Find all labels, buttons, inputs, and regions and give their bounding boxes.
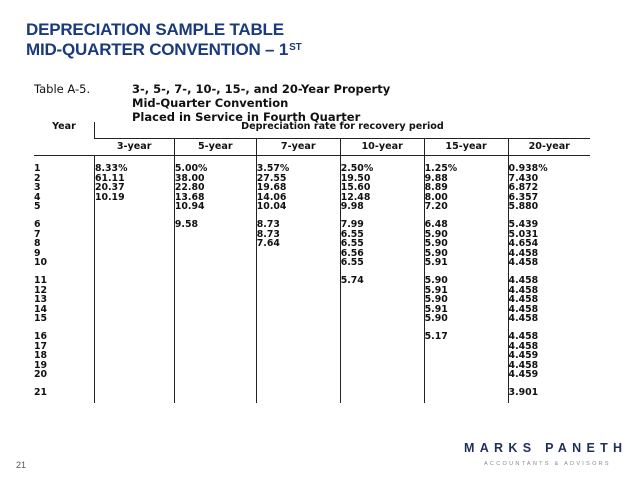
page-number: 21 xyxy=(16,460,27,470)
table-caption-line-1: 3-, 5-, 7-, 10-, 15-, and 20-Year Property xyxy=(132,82,391,96)
brand-tagline: ACCOUNTANTS & ADVISORS xyxy=(484,461,611,467)
year-value: 15 xyxy=(34,313,48,325)
rate-value: 4.458 xyxy=(508,303,539,315)
year-cell xyxy=(34,220,94,268)
rate-value: 10.94 xyxy=(174,201,205,213)
rate-value: 5.91 xyxy=(424,284,448,296)
group-spacer xyxy=(34,268,590,276)
rate-value: 22.80 xyxy=(174,182,205,194)
rate-value: 12.48 xyxy=(340,191,371,203)
table-body xyxy=(34,156,590,404)
group-spacer xyxy=(34,380,590,388)
column-header-3-year: 3-year xyxy=(94,139,174,156)
depreciation-table xyxy=(34,122,590,403)
rate-value: 4.459 xyxy=(508,350,539,362)
rate-value: 5.74 xyxy=(340,274,364,286)
rate-cell-5-year xyxy=(174,388,256,404)
spacer-cell xyxy=(174,324,256,332)
rate-value: 4.654 xyxy=(508,238,539,250)
rate-value: 5.90 xyxy=(424,313,448,325)
column-header-7-year: 7-year xyxy=(256,139,340,156)
rate-value: 4.458 xyxy=(508,313,539,325)
year-cell xyxy=(34,156,94,212)
rate-value: 5.90 xyxy=(424,274,448,286)
spacer-cell xyxy=(256,324,340,332)
year-value: 20 xyxy=(34,369,48,381)
rate-value: 7.430 xyxy=(508,172,539,184)
rate-cell-3-year xyxy=(94,276,174,324)
spacer-cell xyxy=(94,268,174,276)
rate-cell-3-year xyxy=(94,220,174,268)
rate-value: 19.50 xyxy=(340,172,371,184)
rate-value: 6.55 xyxy=(340,238,364,250)
rate-cell-7-year xyxy=(256,220,340,268)
spacer-cell xyxy=(34,212,94,220)
year-value: 17 xyxy=(34,340,48,352)
year-value: 13 xyxy=(34,294,48,306)
table-row-group xyxy=(34,388,590,404)
rate-cell-3-year xyxy=(94,388,174,404)
rate-value: 6.872 xyxy=(508,182,539,194)
rate-cell-20-year xyxy=(508,332,590,380)
column-header-5-year: 5-year xyxy=(174,139,256,156)
year-value: 1 xyxy=(34,163,41,174)
brand-logo-text: MARKS PANETH xyxy=(464,441,628,455)
year-value: 16 xyxy=(34,330,48,342)
year-value: 6 xyxy=(34,218,41,230)
table-caption-lines xyxy=(132,82,390,124)
slide-title-line1: DEPRECIATION SAMPLE TABLE xyxy=(26,20,284,39)
rate-cell-10-year xyxy=(340,388,424,404)
rate-value: 19.68 xyxy=(256,182,287,194)
rate-value: 5.90 xyxy=(424,238,448,250)
rate-value: 9.88 xyxy=(424,172,448,184)
table-row-group xyxy=(34,156,590,212)
slide-title-line2 xyxy=(26,40,301,60)
rate-value: 1.25% xyxy=(424,163,458,174)
rate-value: 4.458 xyxy=(508,294,539,306)
year-cell xyxy=(34,332,94,380)
year-value: 2 xyxy=(34,172,41,184)
rate-value: 20.37 xyxy=(94,182,125,194)
rate-value: 5.91 xyxy=(424,303,448,315)
column-header-row xyxy=(34,139,590,156)
rate-cell-5-year xyxy=(174,156,256,212)
year-value: 3 xyxy=(34,182,41,194)
spacer-cell xyxy=(424,380,508,388)
rate-value: 8.89 xyxy=(424,182,448,194)
rate-value: 6.55 xyxy=(340,257,364,269)
year-value: 7 xyxy=(34,228,41,240)
slide-title-superscript: ST xyxy=(289,42,302,53)
rate-value: 9.98 xyxy=(340,201,364,213)
rate-value: 4.458 xyxy=(508,359,539,371)
rate-value: 5.880 xyxy=(508,201,539,213)
rate-value: 4.458 xyxy=(508,257,539,269)
rate-cell-10-year xyxy=(340,332,424,380)
rate-cell-15-year xyxy=(424,156,508,212)
rate-value: 10.19 xyxy=(94,191,125,203)
column-header-15-year: 15-year xyxy=(424,139,508,156)
group-spacer xyxy=(34,324,590,332)
rate-cell-7-year xyxy=(256,276,340,324)
year-value: 10 xyxy=(34,257,48,269)
rate-cell-3-year xyxy=(94,332,174,380)
rate-cell-7-year xyxy=(256,388,340,404)
rate-value: 6.56 xyxy=(340,247,364,259)
rate-value: 4.458 xyxy=(508,247,539,259)
rate-cell-7-year xyxy=(256,156,340,212)
rate-cell-5-year xyxy=(174,220,256,268)
year-value: 14 xyxy=(34,303,48,315)
rate-cell-7-year xyxy=(256,332,340,380)
rate-cell-10-year xyxy=(340,276,424,324)
slide-title-line2-text: MID-QUARTER CONVENTION – 1 xyxy=(26,40,289,59)
spacer-cell xyxy=(174,268,256,276)
rate-cell-10-year xyxy=(340,156,424,212)
rate-value: 4.458 xyxy=(508,274,539,286)
rate-value: 5.91 xyxy=(424,257,448,269)
year-value: 8 xyxy=(34,238,41,250)
rate-value: 61.11 xyxy=(94,172,125,184)
rate-cell-15-year xyxy=(424,276,508,324)
rate-cell-15-year xyxy=(424,332,508,380)
table-row-group xyxy=(34,276,590,324)
table-caption-line-3: Placed in Service in Fourth Quarter xyxy=(132,110,361,124)
rate-cell-5-year xyxy=(174,332,256,380)
rate-value: 8.00 xyxy=(424,191,448,203)
rate-value: 4.459 xyxy=(508,369,539,381)
rate-value: 10.04 xyxy=(256,201,287,213)
rate-value: 5.90 xyxy=(424,294,448,306)
column-header-20-year: 20-year xyxy=(508,139,590,156)
rate-cell-20-year xyxy=(508,220,590,268)
spacer-cell xyxy=(174,380,256,388)
rate-value: 4.458 xyxy=(508,330,539,342)
rate-value: 6.55 xyxy=(340,228,364,240)
rate-cell-15-year xyxy=(424,388,508,404)
year-value: 4 xyxy=(34,191,41,203)
table-caption-label: Table A-5. xyxy=(34,82,91,96)
spacer-cell xyxy=(256,268,340,276)
rate-value: 3.57% xyxy=(256,163,290,174)
group-spacer xyxy=(34,212,590,220)
rate-value: 0.938% xyxy=(508,163,548,174)
rate-value: 4.458 xyxy=(508,340,539,352)
year-value: 19 xyxy=(34,359,48,371)
rate-cell-15-year xyxy=(424,220,508,268)
rate-cell-5-year xyxy=(174,276,256,324)
rate-value: 5.439 xyxy=(508,218,539,230)
spacer-cell xyxy=(94,324,174,332)
slide-title xyxy=(26,20,301,60)
rate-value: 8.73 xyxy=(256,218,280,230)
year-value: 9 xyxy=(34,247,41,259)
rate-value: 8.33% xyxy=(94,163,128,174)
year-header: Year xyxy=(34,122,94,156)
rate-value: 13.68 xyxy=(174,191,205,203)
year-value: 18 xyxy=(34,350,48,362)
rate-value: 6.48 xyxy=(424,218,448,230)
spacer-cell xyxy=(94,212,174,220)
rate-value: 7.99 xyxy=(340,218,364,230)
rate-value: 15.60 xyxy=(340,182,371,194)
rate-value: 7.20 xyxy=(424,201,448,213)
recovery-period-header: Depreciation rate for recovery period xyxy=(94,122,590,139)
table-caption-line-2: Mid-Quarter Convention xyxy=(132,96,289,110)
rate-cell-3-year xyxy=(94,156,174,212)
rate-cell-20-year xyxy=(508,156,590,212)
rate-value: 5.90 xyxy=(424,228,448,240)
rate-cell-20-year xyxy=(508,276,590,324)
column-header-10-year: 10-year xyxy=(340,139,424,156)
rate-value: 5.031 xyxy=(508,228,539,240)
rate-value: 4.458 xyxy=(508,284,539,296)
rate-cell-20-year xyxy=(508,388,590,404)
year-value: 5 xyxy=(34,201,41,213)
rate-value: 5.00% xyxy=(174,163,208,174)
rate-value: 5.17 xyxy=(424,330,448,342)
spacer-cell xyxy=(340,380,424,388)
year-value: 21 xyxy=(34,386,48,398)
rate-value: 2.50% xyxy=(340,163,374,174)
rate-value: 7.64 xyxy=(256,238,280,250)
rate-value: 3.901 xyxy=(508,386,539,398)
spacer-cell xyxy=(340,324,424,332)
year-value: 11 xyxy=(34,274,48,286)
rate-value: 27.55 xyxy=(256,172,287,184)
table-row-group xyxy=(34,332,590,380)
table-row-group xyxy=(34,220,590,268)
rate-value: 14.06 xyxy=(256,191,287,203)
rate-value: 5.90 xyxy=(424,247,448,259)
spacer-cell xyxy=(256,380,340,388)
rate-value: 8.73 xyxy=(256,228,280,240)
year-cell xyxy=(34,388,94,404)
spacer-cell xyxy=(94,380,174,388)
rate-value: 9.58 xyxy=(174,218,198,230)
year-cell xyxy=(34,276,94,324)
rate-value: 6.357 xyxy=(508,191,539,203)
rate-value: 38.00 xyxy=(174,172,205,184)
rate-cell-10-year xyxy=(340,220,424,268)
year-value: 12 xyxy=(34,284,48,296)
